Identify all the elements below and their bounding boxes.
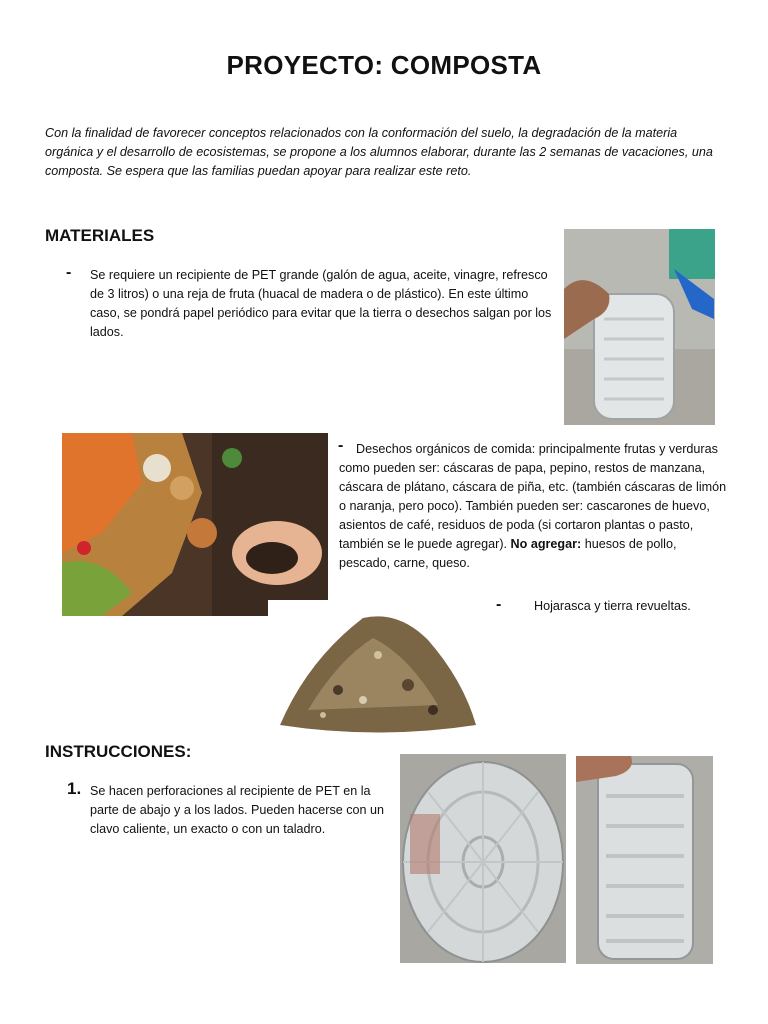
- leaf-litter-photo: [268, 600, 483, 738]
- instrucciones-heading: INSTRUCCIONES:: [45, 742, 192, 761]
- bullet-dash: -: [338, 437, 344, 454]
- material-item-container: [90, 266, 552, 342]
- pet-bottle-photo: [564, 229, 715, 425]
- bottle-bottom-photo: [400, 754, 566, 963]
- intro-paragraph: Con la finalidad de favorecer conceptos relacionados con la conformación del suelo, la degradación de la materia orgánica y el desarrollo de ecosistemas, se propone a los alumnos elaborar, durante las 2 semanas de vacaciones, una composta. Se espera que las familias puedan apoyar para realizar este reto.: [45, 126, 713, 178]
- material-item-container: [339, 440, 727, 573]
- no-agregar-label: No agregar:: [510, 537, 582, 551]
- material-item-text: Hojarasca y tierra revueltas.: [534, 599, 691, 613]
- bullet-dash: -: [66, 264, 72, 281]
- bullet-dash: -: [496, 596, 502, 613]
- step-text: Se hacen perforaciones al recipiente de PET en la parte de abajo y a los lados. Pueden hacerse con un clavo caliente, un exacto o con un taladro.: [90, 784, 385, 836]
- bottle-side-photo: [576, 756, 713, 964]
- step-number: 1.: [67, 779, 82, 798]
- materiales-heading: MATERIALES: [45, 226, 155, 245]
- material-item-text: huesos de pollo, pescado, carne, queso.: [339, 537, 677, 570]
- material-item-text: Se requiere un recipiente de PET grande (galón de agua, aceite, vinagre, refresco de 3 litros) o una reja de fruta (huacal de madera o de plástico). En este último caso, se pondrá papel periódico para evitar que la tierra o desechos salgan por los lados.: [90, 268, 552, 339]
- material-item-text: Desechos orgánicos de comida: principalmente frutas y verduras como pueden ser: cáscaras de papa, pepino, restos de manzana, cáscara de plátano, cáscara de piña, etc. (también cáscaras de limón o naranja, pero poco). También pueden ser: cascarones de huevo, asientos de café, residuos de poda (si cortaron plantas o pasto, también se le puede agregar).: [339, 442, 727, 551]
- material-item-container: [534, 597, 734, 616]
- page-title: PROYECTO: COMPOSTA: [226, 50, 542, 80]
- organic-waste-photo: [62, 433, 328, 616]
